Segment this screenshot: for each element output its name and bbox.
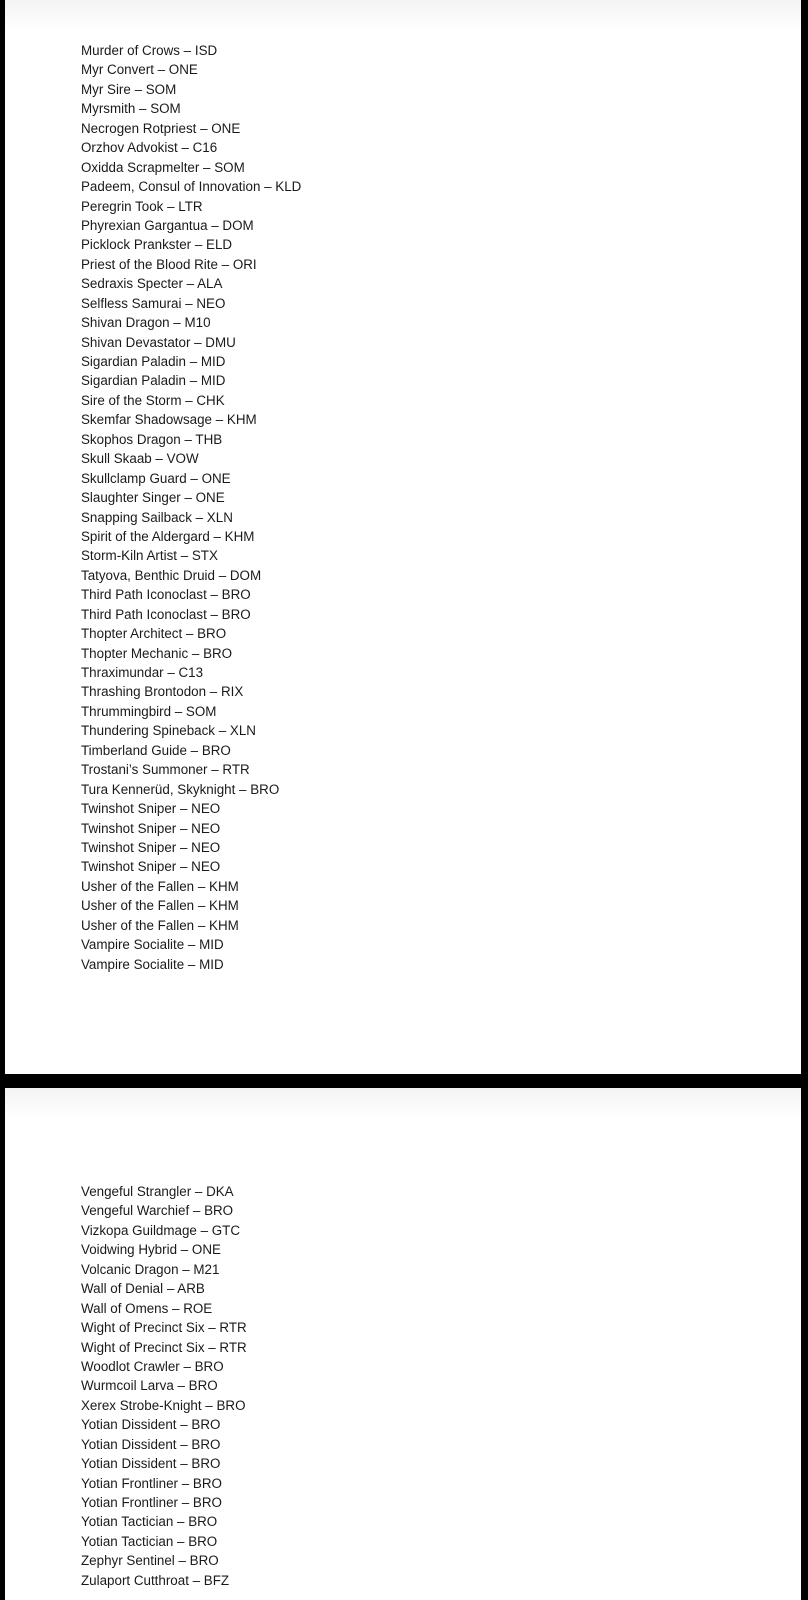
card-list-item: Myr Sire – SOM xyxy=(81,81,177,97)
card-list-item: Thopter Architect – BRO xyxy=(81,626,227,642)
card-list-item: Myr Convert – ONE xyxy=(81,62,198,78)
card-list-item: Yotian Dissident – BRO xyxy=(81,1456,221,1472)
card-list-item: Wall of Omens – ROE xyxy=(81,1300,213,1316)
document-page-1 xyxy=(5,0,801,1074)
card-list-item: Shivan Dragon – M10 xyxy=(81,315,211,331)
card-list-item: Yotian Dissident – BRO xyxy=(81,1436,221,1452)
card-list-item: Twinshot Sniper – NEO xyxy=(81,859,221,875)
card-list-item: Voidwing Hybrid – ONE xyxy=(81,1242,221,1258)
card-list-item: Vizkopa Guildmage – GTC xyxy=(81,1222,241,1238)
card-list-item: Trostani’s Summoner – RTR xyxy=(81,762,250,778)
card-list-item: Selfless Samurai – NEO xyxy=(81,295,226,311)
card-list-item: Twinshot Sniper – NEO xyxy=(81,839,221,855)
card-list-item: Thopter Mechanic – BRO xyxy=(81,645,233,661)
card-list-item: Spirit of the Aldergard – KHM xyxy=(81,528,255,544)
page-top-shadow xyxy=(5,1088,801,1118)
card-list-item: Thrummingbird – SOM xyxy=(81,703,217,719)
card-list-item: Third Path Iconoclast – BRO xyxy=(81,606,251,622)
card-list-item: Sigardian Paladin – MID xyxy=(81,373,226,389)
card-list-item: Thraximundar – C13 xyxy=(81,665,204,680)
card-list-item: Sedraxis Specter – ALA xyxy=(81,276,223,292)
card-list-item: Shivan Devastator – DMU xyxy=(81,334,236,350)
card-list-item: Tatyova, Benthic Druid – DOM xyxy=(81,567,262,583)
card-list-item: Storm-Kiln Artist – STX xyxy=(81,548,218,564)
card-list-item: Vengeful Warchief – BRO xyxy=(81,1203,234,1219)
card-list-item: Thrashing Brontodon – RIX xyxy=(81,684,244,700)
card-list-item: Oxidda Scrapmelter – SOM xyxy=(81,159,245,175)
card-list-item: Xerex Strobe-Knight – BRO xyxy=(81,1397,246,1413)
card-list-item: Usher of the Fallen – KHM xyxy=(81,878,239,894)
card-list-item: Picklock Prankster – ELD xyxy=(81,237,233,253)
card-list-item: Yotian Frontliner – BRO xyxy=(81,1475,222,1491)
card-list-item: Phyrexian Gargantua – DOM xyxy=(81,217,254,233)
card-list-item: Yotian Tactician – BRO xyxy=(81,1533,218,1549)
card-list-item: Padeem, Consul of Innovation – KLD xyxy=(81,179,302,195)
card-list-item: Skemfar Shadowsage – KHM xyxy=(81,412,257,428)
card-list-item: Vengeful Strangler – DKA xyxy=(81,1184,234,1199)
card-list-item: Yotian Dissident – BRO xyxy=(81,1417,221,1433)
card-list-item: Wight of Precinct Six – RTR xyxy=(81,1339,247,1355)
card-list-item: Usher of the Fallen – KHM xyxy=(81,898,239,914)
page-top-shadow xyxy=(5,0,801,30)
card-list-item: Usher of the Fallen – KHM xyxy=(81,917,239,933)
card-list-item: Woodlot Crawler – BRO xyxy=(81,1358,224,1374)
card-list-item: Vampire Socialite – MID xyxy=(81,956,224,972)
card-list-item: Murder of Crows – ISD xyxy=(81,43,218,58)
card-list-item: Wall of Denial – ARB xyxy=(81,1281,205,1297)
card-list-item: Orzhov Advokist – C16 xyxy=(81,140,218,156)
card-list-item: Priest of the Blood Rite – ORI xyxy=(81,256,257,272)
card-list-item: Peregrin Took – LTR xyxy=(81,198,203,214)
card-list-item: Skull Skaab – VOW xyxy=(81,451,199,467)
card-list-item: Tura Kennerüd, Skyknight – BRO xyxy=(81,781,280,797)
card-list-item: Necrogen Rotpriest – ONE xyxy=(81,120,241,136)
card-list-page-2 xyxy=(81,1182,247,1590)
card-list-item: Sigardian Paladin – MID xyxy=(81,354,226,369)
card-list-item: Wight of Precinct Six – RTR xyxy=(81,1320,247,1336)
card-list-item: Twinshot Sniper – NEO xyxy=(81,801,221,817)
card-list-item: Zephyr Sentinel – BRO xyxy=(81,1553,219,1569)
card-list-item: Zulaport Cutthroat – BFZ xyxy=(81,1572,230,1588)
card-list-item: Myrsmith – SOM xyxy=(81,101,181,117)
card-list-item: Slaughter Singer – ONE xyxy=(81,490,225,506)
card-list-item: Yotian Frontliner – BRO xyxy=(81,1495,222,1510)
card-list-item: Sire of the Storm – CHK xyxy=(81,392,225,408)
card-list-item: Yotian Tactician – BRO xyxy=(81,1514,218,1530)
card-list-item: Skullclamp Guard – ONE xyxy=(81,470,231,486)
card-list-item: Thundering Spineback – XLN xyxy=(81,723,256,739)
card-list-item: Vampire Socialite – MID xyxy=(81,937,224,953)
card-list-item: Timberland Guide – BRO xyxy=(81,742,231,758)
card-list-item: Twinshot Sniper – NEO xyxy=(81,820,221,836)
card-list-item: Skophos Dragon – THB xyxy=(81,431,223,447)
card-list-item: Volcanic Dragon – M21 xyxy=(81,1261,220,1277)
card-list-item: Snapping Sailback – XLN xyxy=(81,509,233,525)
card-list-item: Wurmcoil Larva – BRO xyxy=(81,1378,218,1394)
card-list-item: Third Path Iconoclast – BRO xyxy=(81,587,251,603)
card-list-page-1 xyxy=(81,41,301,974)
document-page-2 xyxy=(5,1088,801,1600)
